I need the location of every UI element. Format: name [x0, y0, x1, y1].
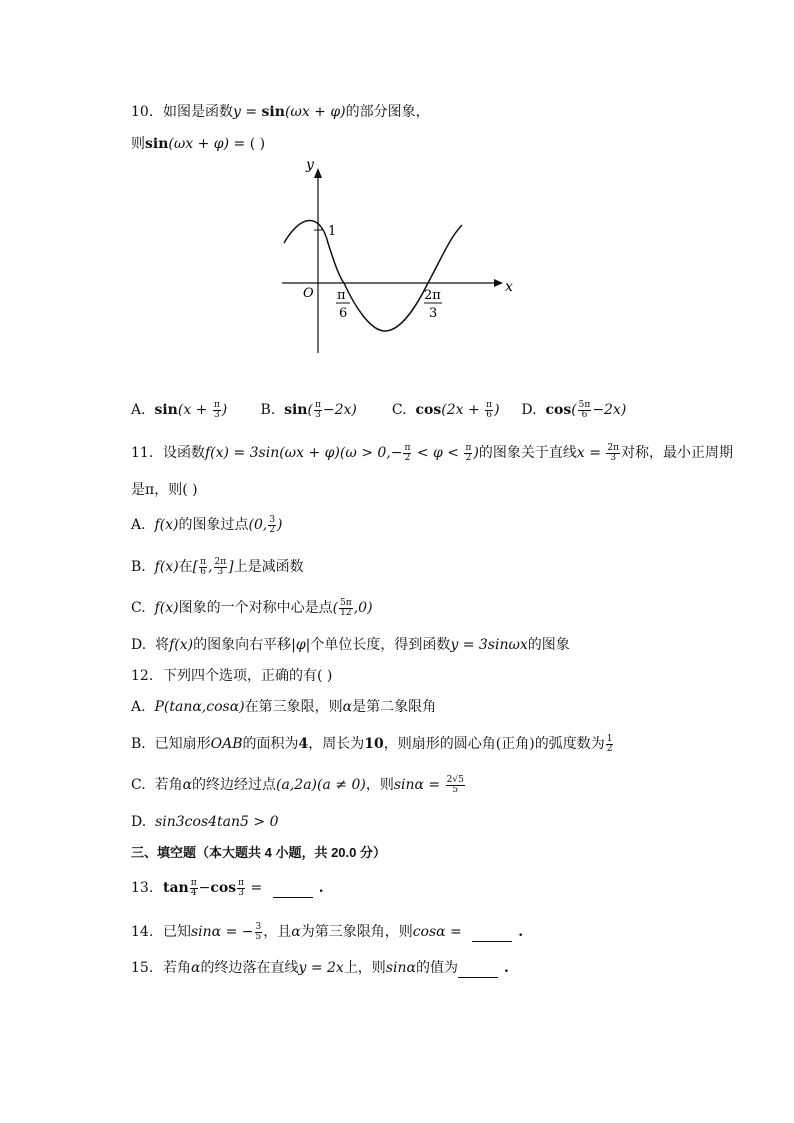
q15: 15. 若角α的终边落在直线y = 2x上，则sinα的值为 .	[131, 960, 509, 976]
graph-2pi-label: 2π	[424, 288, 441, 303]
q12-option-b-mid2: ，周长为	[308, 736, 365, 752]
q10-line2-post: = ( )	[229, 136, 266, 152]
q12-option-a-mid: 在第三象限，则	[244, 699, 343, 715]
q13: 13. tan $\frac{\pi}{4}$ −cos $\frac{\pi}{3}$ = .	[131, 877, 324, 898]
q12-option-d[interactable]: D. sin3cos4tan5 > 0	[131, 814, 279, 830]
q12-option-a-label: A.	[131, 699, 146, 715]
q12-option-c-pre: 若角	[154, 777, 183, 793]
q14-pre: 已知	[163, 924, 191, 940]
q11-stem	[131, 443, 733, 463]
q11-option-c[interactable]: C. f(x)图象的一个对称中心是点( $\frac{5\pi}{12}$ ,0)	[131, 597, 373, 618]
q11-option-d-label: D.	[131, 637, 147, 653]
y-axis-arrow	[314, 168, 322, 178]
q11-option-d-pre: 将	[155, 637, 170, 653]
q11-number: 11.	[131, 445, 154, 461]
q12-option-b-perimeter: 10	[364, 736, 384, 752]
q11-stem-pre: 设函数	[163, 445, 205, 461]
q10-line2	[131, 134, 265, 154]
q14: 14. 已知sinα = − $\frac{3}{5}$ ，且α为第三象限角，则cosα = .	[131, 921, 524, 942]
q13-answer-blank[interactable]	[273, 883, 313, 898]
q12-option-b-pre: 已知扇形	[154, 736, 211, 752]
q11-option-a[interactable]: A. f(x)的图象过点(0, $\frac{3}{2}$ )	[131, 514, 283, 535]
q10-option-c[interactable]: C. cos(2x + $\frac{\pi}{6}$ )	[391, 399, 500, 420]
q10-stem	[131, 102, 430, 122]
q11-option-d[interactable]: D. 将f(x)的图象向右平移|φ|个单位长度，得到函数y = 3sinωx的图象	[131, 637, 570, 653]
q11-option-a-label: A.	[131, 517, 146, 533]
q12-option-d-label: D.	[131, 814, 147, 830]
sine-graph	[270, 153, 520, 363]
q12-option-a-post: 是第二象限角	[352, 699, 437, 715]
graph-origin: O	[303, 286, 314, 301]
q10-options	[131, 400, 626, 420]
graph-three-label: 3	[429, 306, 438, 321]
q14-mid2: 为第三象限角，则	[300, 924, 413, 940]
q11-function: f(x) = 3sin(ωx + φ)(ω > 0,− $\frac{\pi}{2}$ < φ < $\frac{\pi}{2}$ )	[205, 442, 479, 463]
q12-option-b[interactable]: B. 已知扇形OAB的面积为4，周长为10，则扇形的圆心角(正角)的弧度数为 $\frac{1}{2}$	[131, 733, 613, 754]
q10-expr: sin(ωx + φ)	[145, 136, 230, 152]
graph-x-label: x	[505, 279, 513, 295]
q10-option-b-label: B.	[260, 402, 276, 418]
q10-option-a[interactable]: A. sin(x + $\frac{\pi}{3}$ )	[131, 399, 228, 420]
q14-mid: ，且	[263, 924, 292, 940]
x-axis-arrow	[494, 279, 503, 287]
q12-option-c-mid2: ，则	[365, 777, 394, 793]
q14-answer-blank[interactable]	[472, 927, 512, 942]
q12-option-b-label: B.	[131, 736, 146, 752]
q10-stem-post: 的部分图象，	[345, 104, 430, 120]
q13-number: 13.	[131, 880, 154, 896]
q12-option-b-mid: 的面积为	[242, 736, 299, 752]
q10-option-c-label: C.	[391, 402, 407, 418]
graph-pi-label: π	[337, 288, 346, 303]
q12-option-c-mid: 的终边经过点	[192, 777, 277, 793]
graph-one-label: 1	[328, 224, 337, 239]
q10-option-d[interactable]: D. cos( $\frac{5\pi}{6}$ −2x)	[521, 399, 627, 420]
q11-option-d-mid: 的图象向右平移	[193, 637, 292, 653]
q10-option-a-label: A.	[131, 402, 146, 418]
q10-line2-pre: 则	[131, 136, 145, 152]
q15-number: 15.	[131, 960, 154, 976]
q12-number: 12.	[131, 668, 154, 684]
q12-option-a[interactable]: A. P(tanα,cosα)在第三象限，则α是第二象限角	[131, 699, 437, 715]
graph-y-label: y	[306, 157, 314, 173]
q11-option-c-label: C.	[131, 600, 146, 616]
q10-option-d-label: D.	[521, 402, 537, 418]
q15-mid: 的终边落在直线	[200, 960, 299, 976]
q11-option-d-mid2: 个单位长度，得到函数	[310, 637, 451, 653]
q11-option-b[interactable]: B. f(x)在[ $\frac{\pi}{6}$ , $\frac{2\pi}{3}$ ]上是减函数	[131, 556, 304, 577]
q15-mid2: 上，则	[343, 960, 386, 976]
q14-number: 14.	[131, 924, 154, 940]
q11-stem-post: 对称，最小正周期	[621, 445, 734, 461]
q15-answer-blank[interactable]	[458, 963, 498, 978]
q15-post: 的值为	[415, 960, 458, 976]
q11-option-c-text: 图象的一个对称中心是点	[178, 600, 333, 616]
q12-stem-text: 下列四个选项，正确的有( )	[163, 668, 333, 684]
q10-option-b[interactable]: B. sin( $\frac{\pi}{3}$ −2x)	[260, 399, 357, 420]
q12-option-c-label: C.	[131, 777, 146, 793]
q10-stem-pre: 如图是函数	[163, 104, 233, 120]
q12-option-c[interactable]: C. 若角α的终边经过点(a,2a)(a ≠ 0)，则sinα = $\frac{2√5}{5}$	[131, 774, 464, 795]
q11-line2: 是π，则( )	[131, 482, 198, 498]
q12-option-b-post: ，则扇形的圆心角(正角)的弧度数为	[383, 736, 605, 752]
q11-option-a-text: 的图象过点	[178, 517, 249, 533]
section3-title: 三、填空题（本大题共 4 小题，共 20.0 分）	[131, 845, 386, 860]
q12-option-b-area: 4	[298, 736, 309, 752]
q11-option-b-post: 上是减函数	[233, 559, 304, 575]
q11-option-d-post: 的图象	[527, 637, 570, 653]
q11-option-b-label: B.	[131, 559, 146, 575]
q11-stem-mid: 的图象关于直线	[478, 445, 577, 461]
graph-six-label: 6	[339, 306, 348, 321]
q10-function: y = sin(ωx + φ)	[233, 104, 346, 120]
q11-axis: x = $\frac{2\pi}{3}$	[576, 442, 620, 463]
q10-number: 10.	[131, 104, 154, 120]
q12-stem	[131, 666, 332, 686]
q11-option-b-mid: 在	[178, 559, 193, 575]
q15-pre: 若角	[163, 960, 191, 976]
